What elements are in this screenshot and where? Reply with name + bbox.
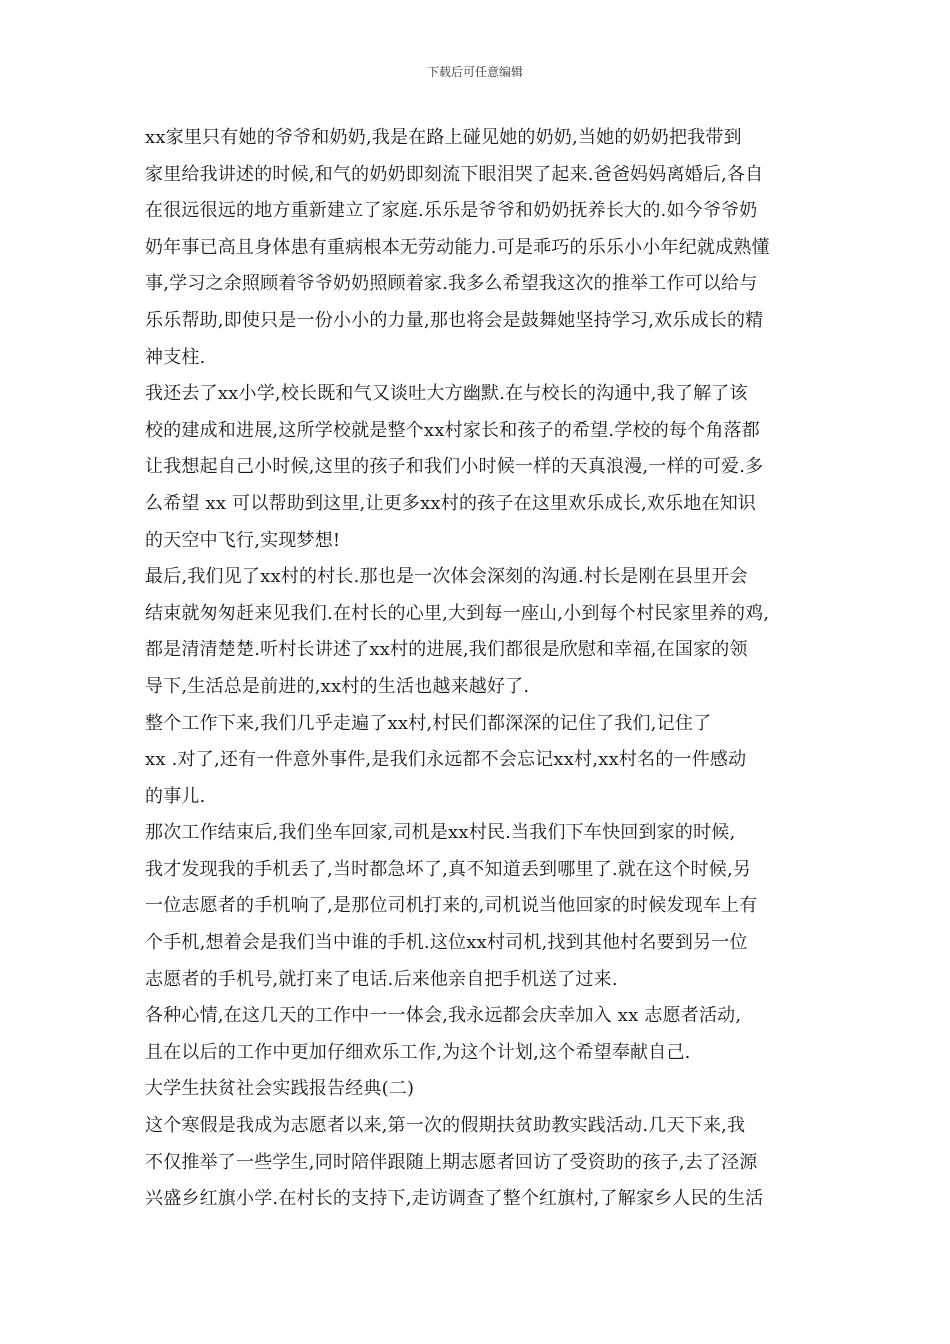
text-line: xx .对了,还有一件意外事件,是我们永远都不会忘记xx村,xx村名的一件感动	[145, 749, 747, 771]
text-line: 不仅推举了一些学生,同时陪伴跟随上期志愿者回访了受资助的孩子,去了泾源	[145, 1151, 758, 1173]
text-line: 都是清清楚楚.听村长讲述了xx村的进展,我们都很是欣慰和幸福,在国家的领	[145, 639, 748, 661]
text-line: 家里给我讲述的时候,和气的奶奶即刻流下眼泪哭了起来.爸爸妈妈离婚后,各自	[145, 163, 764, 185]
text-line: 各种心情,在这几天的工作中一一体会,我永远都会庆幸加入 xx 志愿者活动,	[145, 1005, 742, 1027]
text-line: 校的建成和进展,这所学校就是整个xx村家长和孩子的希望.学校的每个角落都	[145, 419, 760, 441]
text-line: 让我想起自己小时候,这里的孩子和我们小时候一样的天真浪漫,一样的可爱.多	[145, 456, 764, 478]
text-line: 神支柱.	[145, 346, 206, 368]
text-line: 兴盛乡红旗小学.在村长的支持下,走访调查了整个红旗村,了解家乡人民的生活	[145, 1188, 764, 1210]
page-header: 下载后可任意编辑	[426, 65, 523, 79]
text-line: 最后,我们见了xx村的村长.那也是一次体会深刻的沟通.村长是刚在县里开会	[145, 566, 748, 588]
text-line: 那次工作结束后,我们坐车回家,司机是xx村民.当我们下车快回到家的时候,	[145, 822, 736, 844]
text-line: 的天空中飞行,实现梦想!	[145, 529, 341, 551]
text-line: 导下,生活总是前进的,xx村的生活也越来越好了.	[145, 675, 530, 697]
text-line: 且在以后的工作中更加仔细欢乐工作,为这个计划,这个希望奉献自己.	[145, 1041, 691, 1063]
text-line: 事,学习之余照顾着爷爷奶奶照顾着家.我多么希望我这次的推举工作可以给与	[145, 273, 758, 295]
text-line: 我才发现我的手机丢了,当时都急坏了,真不知道丢到哪里了.就在这个时候,另	[145, 858, 752, 880]
text-line: 一位志愿者的手机响了,是那位司机打来的,司机说当他回家的时候发现车上有	[145, 895, 758, 917]
document-body	[145, 120, 810, 1218]
text-line: 整个工作下来,我们几乎走遍了xx村,村民们都深深的记住了我们,记住了	[145, 712, 712, 734]
text-line: 我还去了xx小学,校长既和气又谈吐大方幽默.在与校长的沟通中,我了解了该	[145, 383, 748, 405]
section-heading: 大学生扶贫社会实践报告经典(二)	[145, 1078, 415, 1100]
text-line: 在很远很远的地方重新建立了家庭.乐乐是爷爷和奶奶抚养长大的.如今爷爷奶	[145, 200, 758, 222]
text-line: 这个寒假是我成为志愿者以来,第一次的假期扶贫助教实践活动.几天下来,我	[145, 1115, 746, 1137]
text-line: 乐乐帮助,即使只是一份小小的力量,那也将会是鼓舞她坚持学习,欢乐成长的精	[145, 309, 764, 331]
text-line: 奶年事已高且身体患有重病根本无劳动能力.可是乖巧的乐乐小小年纪就成熟懂	[145, 236, 770, 258]
text-line: 志愿者的手机号,就打来了电话.后来他亲自把手机送了过来.	[145, 968, 618, 990]
text-line: 的事儿.	[145, 785, 206, 807]
text-line: 个手机,想着会是我们当中谁的手机.这位xx村司机,找到其他村名要到另一位	[145, 932, 748, 954]
text-line: 结束就匆匆赶来见我们.在村长的心里,大到每一座山,小到每个村民家里养的鸡,	[145, 602, 770, 624]
text-line: 么希望 xx 可以帮助到这里,让更多xx村的孩子在这里欢乐成长,欢乐地在知识	[145, 492, 757, 514]
text-line: xx家里只有她的爷爷和奶奶,我是在路上碰见她的奶奶,当她的奶奶把我带到	[145, 127, 742, 148]
